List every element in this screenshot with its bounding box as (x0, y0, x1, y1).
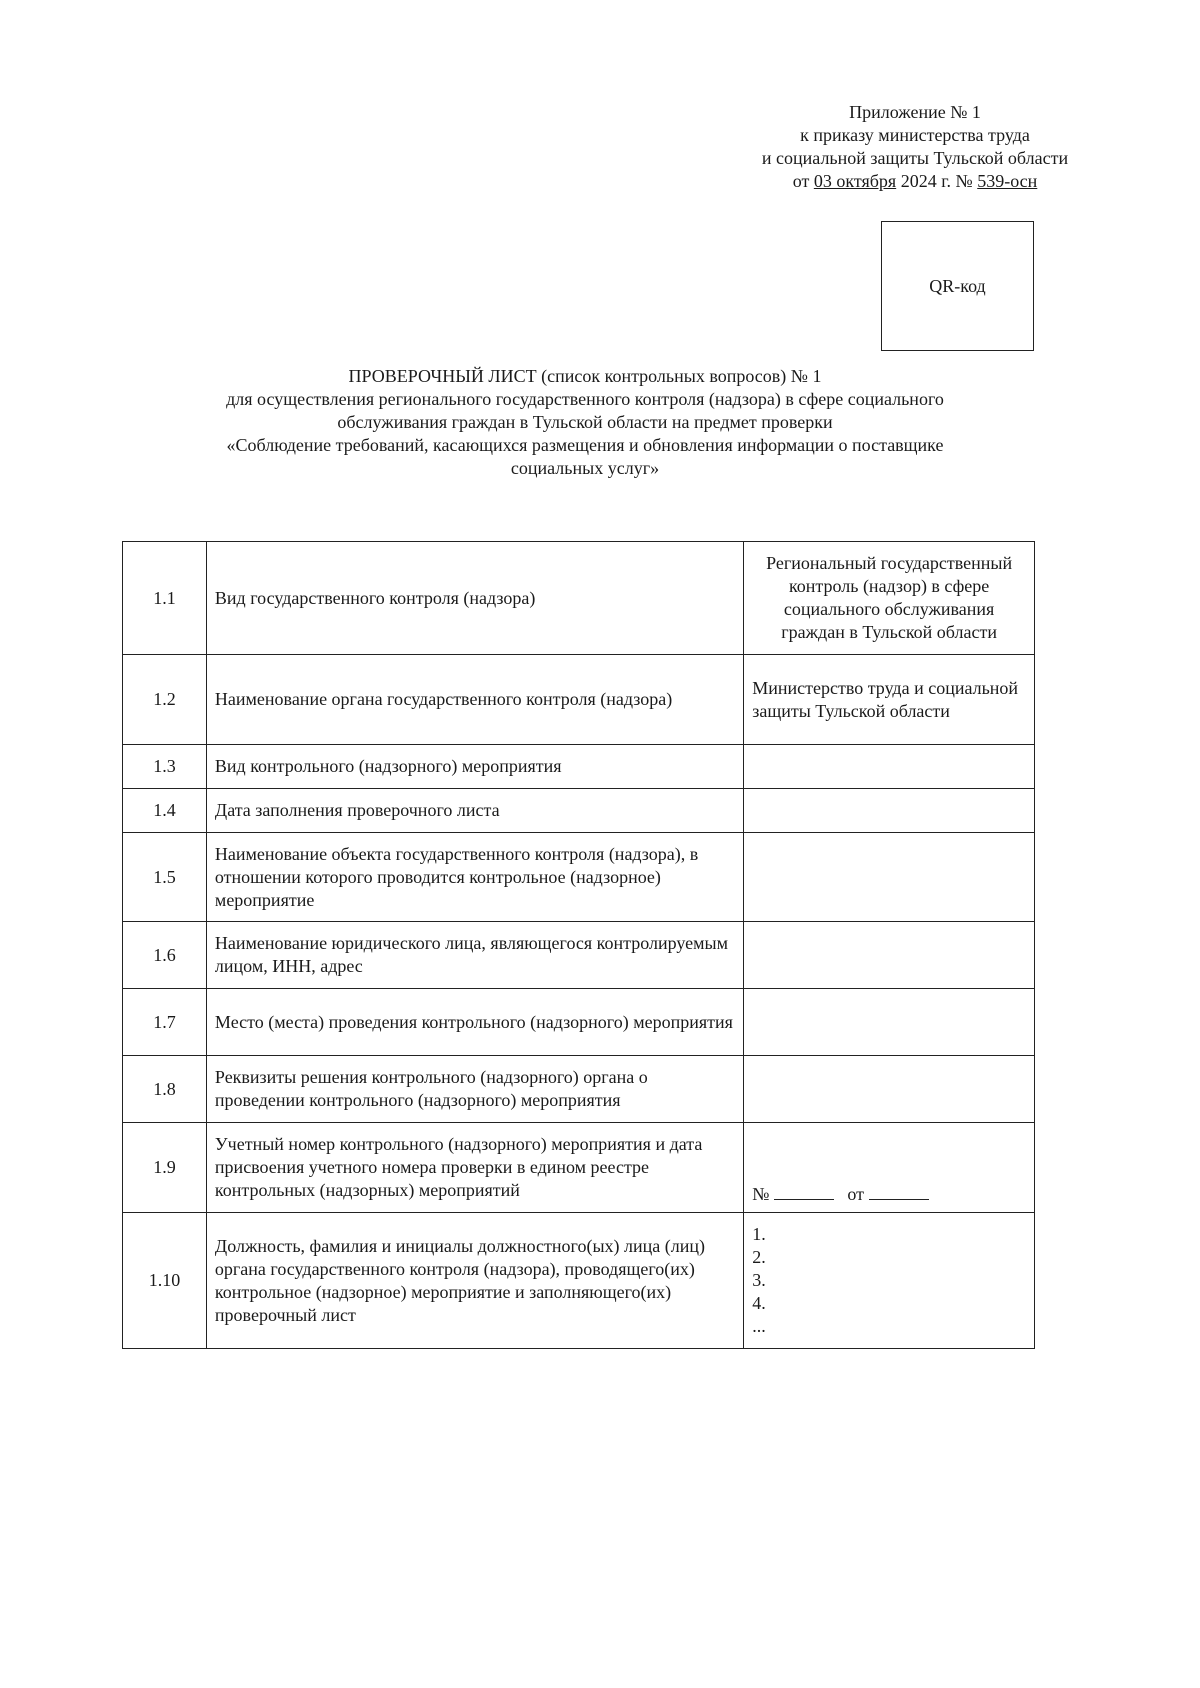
row-question: Вид контрольного (надзорного) мероприятия (206, 745, 743, 789)
checklist-table (122, 541, 1035, 1349)
row-number: 1.10 (123, 1213, 207, 1349)
official-list-item: ... (752, 1316, 766, 1336)
annex-header (720, 101, 1110, 193)
annex-date-line (720, 170, 1110, 193)
annex-order-number: 539-осн (977, 171, 1038, 191)
table-row (123, 745, 1035, 789)
table-row (123, 1123, 1035, 1213)
row-question: Наименование юридического лица, являющегося контролируемым лицом, ИНН, адрес (206, 922, 743, 989)
table-row (123, 542, 1035, 655)
annex-date-value: 03 октября (813, 171, 897, 191)
row-question: Должность, фамилия и инициалы должностного(ых) лица (лиц) органа государственного контроля (надзора), проводящего(их) контрольное (надзорное) мероприятие и заполняющего(их) проверочный лист (206, 1213, 743, 1349)
row-answer[interactable] (744, 789, 1035, 833)
row-number: 1.1 (123, 542, 207, 655)
row-number: 1.3 (123, 745, 207, 789)
registry-date-label: от (847, 1184, 865, 1204)
title-line-4: «Соблюдение требований, касающихся размещения и обновления информации о поставщике (226, 435, 944, 455)
row-number: 1.7 (123, 989, 207, 1056)
row-question: Наименование объекта государственного контроля (надзора), в отношении которого проводится контрольное (надзорное) мероприятие (206, 833, 743, 922)
title-line-2: для осуществления регионального государственного контроля (надзора) в сфере социального (226, 389, 944, 409)
table-row (123, 922, 1035, 989)
row-number: 1.8 (123, 1056, 207, 1123)
registry-number-blank[interactable] (774, 1185, 834, 1200)
row-number: 1.5 (123, 833, 207, 922)
row-answer-registry[interactable] (744, 1123, 1035, 1213)
table-row (123, 789, 1035, 833)
annex-title: Приложение № 1 (849, 102, 981, 122)
official-list-item: 2. (752, 1247, 766, 1267)
official-list-item: 4. (752, 1293, 766, 1313)
row-question: Дата заполнения проверочного листа (206, 789, 743, 833)
row-question: Реквизиты решения контрольного (надзорного) органа о проведении контрольного (надзорного) мероприятия (206, 1056, 743, 1123)
row-question: Вид государственного контроля (надзора) (206, 542, 743, 655)
row-number: 1.2 (123, 655, 207, 745)
row-number: 1.4 (123, 789, 207, 833)
table-row (123, 655, 1035, 745)
title-line-5: социальных услуг» (510, 458, 660, 478)
title-line-1: ПРОВЕРОЧНЫЙ ЛИСТ (список контрольных вопросов) № 1 (348, 366, 822, 386)
table-row (123, 1213, 1035, 1349)
annex-order-ref: к приказу министерства труда (800, 125, 1030, 145)
row-answer[interactable] (744, 1056, 1035, 1123)
row-answer[interactable] (744, 833, 1035, 922)
row-question: Наименование органа государственного контроля (надзора) (206, 655, 743, 745)
row-number: 1.6 (123, 922, 207, 989)
row-answer: Региональный государственный контроль (надзор) в сфере социального обслуживания граждан в Тульской области (744, 542, 1035, 655)
qr-code-placeholder (881, 221, 1034, 351)
annex-ministry: и социальной защиты Тульской области (761, 148, 1069, 168)
row-question: Место (места) проведения контрольного (надзорного) мероприятия (206, 989, 743, 1056)
table-row (123, 989, 1035, 1056)
registry-date-blank[interactable] (869, 1185, 929, 1200)
title-line-3: обслуживания граждан в Тульской области на предмет проверки (337, 412, 833, 432)
annex-date-year: 2024 г. № (900, 171, 973, 191)
row-question: Учетный номер контрольного (надзорного) мероприятия и дата присвоения учетного номера проверки в едином реестре контрольных (надзорных) мероприятий (206, 1123, 743, 1213)
official-list-item: 3. (752, 1270, 766, 1290)
row-answer: Министерство труда и социальной защиты Тульской области (744, 655, 1035, 745)
registry-number-label: № (752, 1184, 770, 1204)
annex-date-prefix: от (792, 171, 810, 191)
row-answer-officials[interactable] (744, 1213, 1035, 1349)
document-title (150, 365, 1020, 480)
official-list-item: 1. (752, 1224, 766, 1244)
row-number: 1.9 (123, 1123, 207, 1213)
row-answer[interactable] (744, 922, 1035, 989)
row-answer[interactable] (744, 989, 1035, 1056)
table-row (123, 833, 1035, 922)
row-answer[interactable] (744, 745, 1035, 789)
qr-code-label: QR-код (929, 275, 986, 296)
table-row (123, 1056, 1035, 1123)
